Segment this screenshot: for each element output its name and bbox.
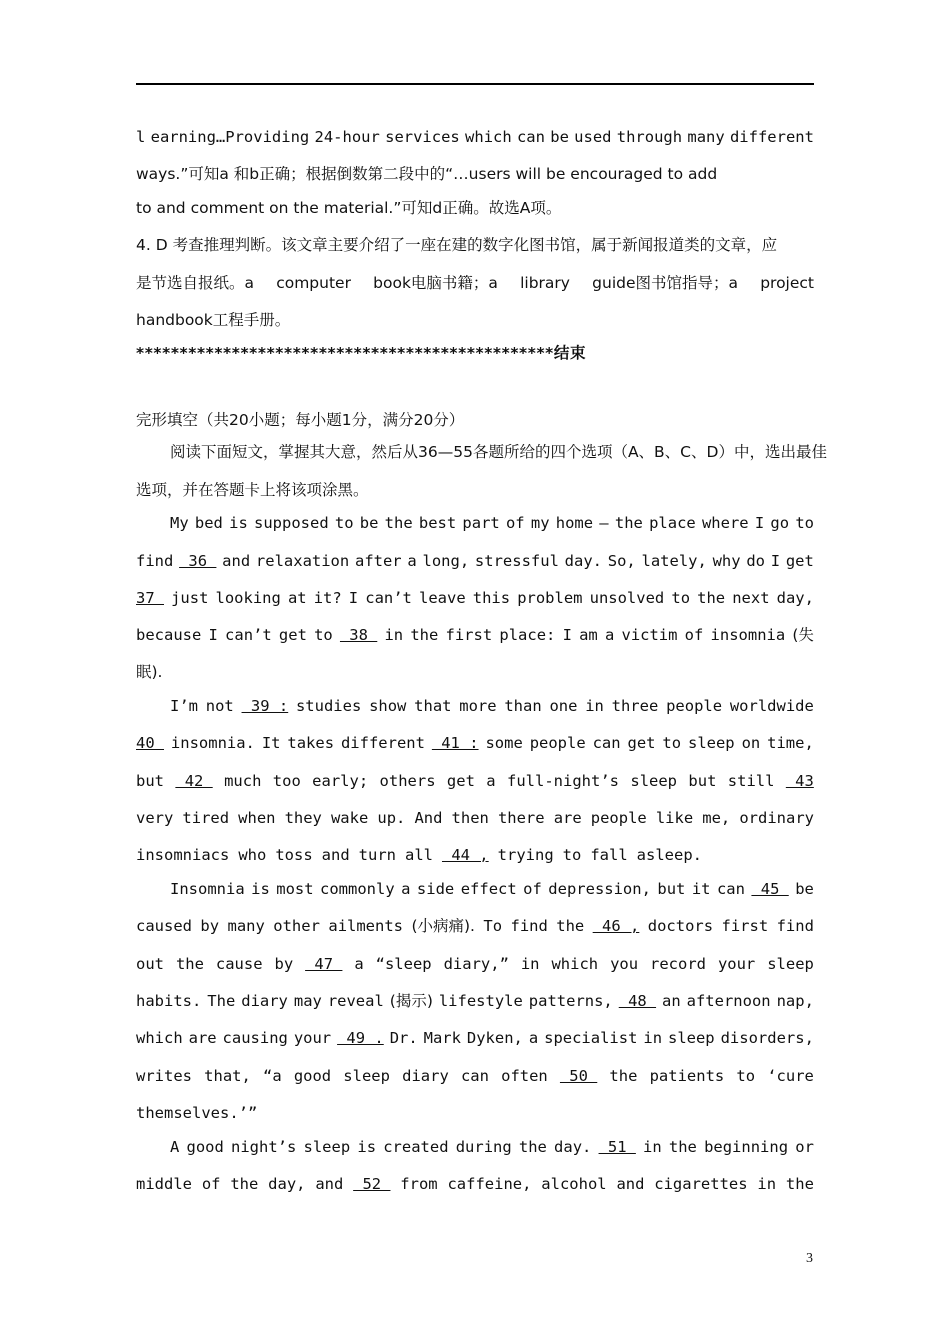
- passage-line-16: [136, 1066, 814, 1086]
- word: record: [650, 955, 706, 973]
- word: long,: [422, 552, 470, 570]
- answer-blank: 49 .: [337, 1029, 384, 1047]
- word: is: [251, 880, 270, 898]
- answer-blank: 38: [339, 626, 378, 644]
- word: and: [616, 1175, 645, 1193]
- word: the: [230, 1175, 259, 1193]
- word: day,: [268, 1175, 306, 1193]
- word: in: [585, 697, 604, 715]
- word: but: [688, 772, 717, 790]
- word: next: [732, 589, 770, 607]
- word: disorders,: [720, 1029, 814, 1047]
- word: can: [516, 128, 545, 146]
- answer-blank: 42: [175, 772, 213, 790]
- word: go: [770, 514, 790, 532]
- word: I: [754, 514, 765, 532]
- word: all: [404, 846, 433, 864]
- word: much: [224, 772, 262, 790]
- answer-text: handbook工程手册。: [136, 311, 291, 329]
- answer-text: 4. D 考查推理判断。该文章主要介绍了一座在建的数字化图书馆，属于新闻报道类的文章，应: [136, 236, 778, 254]
- word: library: [520, 274, 570, 292]
- word: (揭示): [389, 992, 433, 1010]
- word: caused: [136, 917, 192, 935]
- passage-line-10: [136, 845, 814, 865]
- passage-line-9: [136, 808, 814, 828]
- word: one: [549, 697, 578, 715]
- word: very: [136, 809, 174, 827]
- heading-text: 完形填空（共20小题；每小题1分，满分20分）: [136, 411, 465, 429]
- word: full-night’s: [507, 772, 619, 790]
- word: the: [697, 589, 726, 607]
- answer-blank: 48: [618, 992, 657, 1010]
- word: Dr.: [389, 1029, 418, 1047]
- word: to: [671, 589, 691, 607]
- word: which: [465, 128, 512, 146]
- header-rule: [136, 83, 814, 85]
- word: up.: [377, 809, 406, 827]
- answer-blank: 40: [136, 734, 164, 752]
- word: afternoon: [686, 992, 771, 1010]
- word: guide图书馆指导；a: [592, 274, 739, 292]
- answer-line-3: [136, 198, 814, 218]
- word: the: [556, 917, 585, 935]
- word: home: [555, 514, 594, 532]
- word: it?: [313, 589, 342, 607]
- word: looking: [215, 589, 281, 607]
- word: the: [175, 955, 204, 973]
- word: people: [529, 734, 586, 752]
- word: there: [497, 809, 545, 827]
- word: sleep: [630, 772, 678, 790]
- word: day.: [554, 1138, 592, 1156]
- passage-line-19: [136, 1174, 814, 1194]
- word: To: [483, 917, 503, 935]
- word: is: [229, 514, 248, 532]
- word: are: [188, 1029, 217, 1047]
- page-number: 3: [806, 1251, 813, 1266]
- word: do: [746, 552, 765, 570]
- word: many: [687, 128, 725, 146]
- word: other: [273, 917, 320, 935]
- word: still: [727, 772, 775, 790]
- passage-line-3: [136, 588, 814, 608]
- word: caffeine,: [447, 1175, 532, 1193]
- word: after: [354, 552, 402, 570]
- word: be: [550, 128, 569, 146]
- word: turn: [358, 846, 396, 864]
- passage-line-14: [136, 991, 814, 1011]
- passage-line-1: [170, 513, 814, 533]
- word: insomnia.: [170, 734, 255, 752]
- word: that,: [204, 1067, 251, 1085]
- word: of: [505, 514, 525, 532]
- word: relaxation: [255, 552, 350, 570]
- word: others: [379, 772, 436, 790]
- word: commonly: [320, 880, 395, 898]
- word: patients: [649, 1067, 725, 1085]
- word: in: [384, 626, 404, 644]
- word: my: [530, 514, 550, 532]
- word: get: [785, 552, 814, 570]
- word: patterns,: [528, 992, 613, 1010]
- word: and: [321, 846, 350, 864]
- passage-line-5: [136, 662, 814, 682]
- word: And: [414, 809, 443, 827]
- word: causing: [222, 1029, 288, 1047]
- word: insomnia: [710, 626, 786, 644]
- word: not: [205, 697, 234, 715]
- word: in: [643, 1029, 663, 1047]
- word: wake: [330, 809, 369, 827]
- word: leave: [419, 589, 466, 607]
- answer-blank: 51: [598, 1138, 636, 1156]
- answer-line-2: [136, 164, 814, 184]
- word: get: [446, 772, 475, 790]
- word: (失: [792, 626, 814, 644]
- word: services: [385, 128, 460, 146]
- word: cigarettes: [654, 1175, 748, 1193]
- word: So,: [607, 552, 636, 570]
- word: people: [666, 697, 723, 715]
- word: be: [795, 880, 814, 898]
- word: sleep: [667, 1029, 715, 1047]
- word: be: [359, 514, 379, 532]
- word: 24-hour: [314, 128, 380, 146]
- word: the: [384, 514, 413, 532]
- passage-line-15: [136, 1028, 814, 1048]
- passage-line-7: [136, 733, 814, 753]
- word: alcohol: [541, 1175, 607, 1193]
- word: and: [222, 552, 251, 570]
- word: find: [510, 917, 548, 935]
- word: out: [136, 955, 164, 973]
- word: the: [614, 514, 643, 532]
- word: a: [407, 552, 417, 570]
- word: which: [551, 955, 599, 973]
- word: side: [416, 880, 455, 898]
- passage-text: 眠).: [136, 663, 163, 681]
- word: used: [574, 128, 612, 146]
- word: people: [590, 809, 647, 827]
- word: toss: [275, 846, 313, 864]
- word: but: [657, 880, 686, 898]
- word: day.: [564, 552, 602, 570]
- word: insomniacs: [136, 846, 230, 864]
- word: takes: [287, 734, 335, 752]
- word: by: [274, 955, 294, 973]
- word: may: [293, 992, 322, 1010]
- word: ailments: [328, 917, 404, 935]
- word: place:: [499, 626, 556, 644]
- word: night’s: [231, 1138, 297, 1156]
- word: a: [401, 880, 411, 898]
- passage-line-11: [170, 879, 814, 899]
- word: worldwide: [729, 697, 814, 715]
- word: writes: [136, 1067, 192, 1085]
- word: just: [171, 589, 209, 607]
- word: too: [272, 772, 301, 790]
- word: get: [278, 626, 307, 644]
- word: diary,”: [443, 955, 509, 973]
- word: many: [227, 917, 265, 935]
- word: show: [369, 697, 407, 715]
- word: from: [400, 1175, 438, 1193]
- word: than: [504, 697, 542, 715]
- word: to: [795, 514, 814, 532]
- word: different: [340, 734, 425, 752]
- word: on: [741, 734, 761, 752]
- word: lifestyle: [438, 992, 523, 1010]
- word: this: [472, 589, 511, 607]
- word: me,: [702, 809, 731, 827]
- word: diary: [241, 992, 288, 1010]
- word: am: [579, 626, 598, 644]
- word: bed: [194, 514, 223, 532]
- word: where: [701, 514, 749, 532]
- answer-line-4: [136, 235, 814, 255]
- word: project: [760, 274, 814, 292]
- word: of: [523, 880, 542, 898]
- word: studies: [295, 697, 362, 715]
- word: ‘cure: [767, 1067, 814, 1085]
- word: a: [604, 626, 615, 644]
- word: problem: [517, 589, 583, 607]
- word: place: [649, 514, 696, 532]
- passage-line-6: [170, 696, 814, 716]
- word: they: [284, 809, 322, 827]
- word: A: [170, 1138, 180, 1156]
- word: sleep: [303, 1138, 351, 1156]
- word: computer: [276, 274, 351, 292]
- word: the: [410, 626, 439, 644]
- word: Dyken,: [466, 1029, 523, 1047]
- word: I’m: [170, 697, 198, 715]
- word: more: [459, 697, 497, 715]
- word: I: [348, 589, 359, 607]
- word: can’t: [365, 589, 412, 607]
- word: fall: [590, 846, 628, 864]
- word: book电脑书籍；a: [373, 274, 498, 292]
- word: of: [201, 1175, 221, 1193]
- word: doctors: [647, 917, 714, 935]
- word: I: [562, 626, 572, 644]
- word: but: [136, 772, 164, 790]
- answer-blank: 46 ,: [592, 917, 640, 935]
- word: Mark: [423, 1029, 461, 1047]
- word: a: [528, 1029, 539, 1047]
- answer-blank: 52: [353, 1175, 391, 1193]
- word: can: [716, 880, 745, 898]
- instruction-text: 阅读下面短文，掌握其大意，然后从36—55各题所给的四个选项（A、B、C、D）中，选出最佳: [170, 443, 827, 461]
- word: that: [414, 697, 452, 715]
- word: why: [712, 552, 741, 570]
- word: often: [501, 1067, 548, 1085]
- word: who: [238, 846, 267, 864]
- answer-blank: 44 ,: [441, 846, 489, 864]
- word: —: [599, 514, 609, 532]
- word: the: [609, 1067, 638, 1085]
- answer-text: to and comment on the material.”可知d正确。故选A项。: [136, 199, 562, 217]
- passage-line-2: [136, 551, 814, 571]
- word: day,: [776, 589, 814, 607]
- word: or: [795, 1138, 814, 1156]
- word: an: [662, 992, 681, 1010]
- word: sleep: [767, 955, 814, 973]
- word: victim: [621, 626, 678, 644]
- word: it: [691, 880, 711, 898]
- word: sleep: [687, 734, 735, 752]
- word: (小病痛).: [411, 917, 475, 935]
- answer-text: ways.”可知a 和b正确；根据倒数第二段中的“…users will be encouraged to add: [136, 165, 718, 183]
- word: best: [418, 514, 457, 532]
- word: beginning: [704, 1138, 789, 1156]
- word: through: [616, 128, 683, 146]
- word: by: [200, 917, 220, 935]
- word: can: [592, 734, 621, 752]
- word: because: [136, 626, 202, 644]
- word: early;: [312, 772, 369, 790]
- answer-blank: 47: [305, 955, 343, 973]
- word: to: [662, 734, 682, 752]
- word: “a: [262, 1067, 282, 1085]
- word: depression,: [548, 880, 651, 898]
- answer-blank: 36: [179, 552, 217, 570]
- word: The: [207, 992, 236, 1010]
- word: of: [684, 626, 704, 644]
- word: good: [186, 1138, 224, 1156]
- word: stressful: [474, 552, 559, 570]
- word: Insomnia: [170, 880, 245, 898]
- word: nap,: [776, 992, 814, 1010]
- word: I: [208, 626, 218, 644]
- answer-line-1: [136, 127, 814, 147]
- word: in: [757, 1175, 777, 1193]
- cloze-instruction-2: [136, 480, 814, 500]
- word: your: [717, 955, 756, 973]
- word: habits.: [136, 992, 202, 1010]
- word: is: [357, 1138, 377, 1156]
- word: It: [261, 734, 281, 752]
- word: in: [643, 1138, 662, 1156]
- word: a: [486, 772, 496, 790]
- answer-blank: 37: [136, 589, 164, 607]
- answer-blank: 43: [785, 772, 814, 790]
- word: find: [136, 552, 174, 570]
- word: the: [785, 1175, 814, 1193]
- word: three: [611, 697, 659, 715]
- word: to: [314, 626, 333, 644]
- word: which: [136, 1029, 183, 1047]
- instruction-text: 选项，并在答题卡上将该项涂黑。: [136, 481, 369, 499]
- word: the: [668, 1138, 697, 1156]
- word: first: [721, 917, 769, 935]
- word: reveal: [327, 992, 384, 1010]
- word: good: [293, 1067, 332, 1085]
- word: are: [553, 809, 582, 827]
- word: time,: [767, 734, 814, 752]
- word: My: [170, 514, 189, 532]
- word: to: [334, 514, 354, 532]
- word: a: [354, 955, 364, 973]
- word: at: [287, 589, 307, 607]
- answer-line-5: [136, 273, 814, 293]
- word: middle: [136, 1175, 192, 1193]
- word: some: [485, 734, 523, 752]
- passage-line-18: [170, 1137, 814, 1157]
- passage-text: themselves.’”: [136, 1104, 258, 1122]
- word: you: [610, 955, 639, 973]
- word: and: [315, 1175, 344, 1193]
- word: tired: [182, 809, 230, 827]
- word: “sleep: [375, 955, 432, 973]
- word: cause: [215, 955, 263, 973]
- cloze-heading: [136, 410, 814, 430]
- end-marker-text: ************************************************结束: [136, 344, 587, 362]
- answer-line-6: [136, 310, 814, 330]
- word: then: [451, 809, 489, 827]
- word: like: [655, 809, 694, 827]
- word: I: [770, 552, 781, 570]
- passage-line-13: [136, 954, 814, 974]
- passage-line-17: [136, 1103, 814, 1123]
- answer-blank: 39 :: [241, 697, 289, 715]
- word: part: [462, 514, 500, 532]
- word: created: [383, 1138, 449, 1156]
- passage-line-4: [136, 625, 814, 645]
- answer-blank: 45: [751, 880, 789, 898]
- word: sleep: [343, 1067, 390, 1085]
- word: first: [445, 626, 493, 644]
- answer-blank: 41 :: [431, 734, 479, 752]
- word: trying: [497, 846, 554, 864]
- word: asleep.: [636, 846, 702, 864]
- passage-line-8: [136, 771, 814, 791]
- word: your: [293, 1029, 332, 1047]
- word: can: [460, 1067, 489, 1085]
- word: get: [627, 734, 656, 752]
- passage-line-12: [136, 916, 814, 936]
- word: during: [455, 1138, 512, 1156]
- word: specialist: [544, 1029, 638, 1047]
- word: effect: [460, 880, 517, 898]
- word: different: [729, 128, 814, 146]
- cloze-instruction-1: [170, 442, 827, 462]
- answer-blank: 50: [559, 1067, 598, 1085]
- word: supposed: [254, 514, 329, 532]
- word: to: [736, 1067, 756, 1085]
- word: to: [562, 846, 582, 864]
- word: ordinary: [739, 809, 814, 827]
- word: the: [518, 1138, 547, 1156]
- word: can’t: [225, 626, 272, 644]
- word: earning…Providing: [150, 128, 310, 146]
- word: diary: [402, 1067, 449, 1085]
- end-marker: [136, 343, 814, 363]
- word: 是节选自报纸。a: [136, 274, 254, 292]
- word: unsolved: [589, 589, 665, 607]
- word: most: [276, 880, 314, 898]
- word: find: [776, 917, 814, 935]
- word: when: [238, 809, 276, 827]
- word: in: [520, 955, 540, 973]
- word: l: [136, 128, 146, 146]
- word: lately,: [641, 552, 707, 570]
